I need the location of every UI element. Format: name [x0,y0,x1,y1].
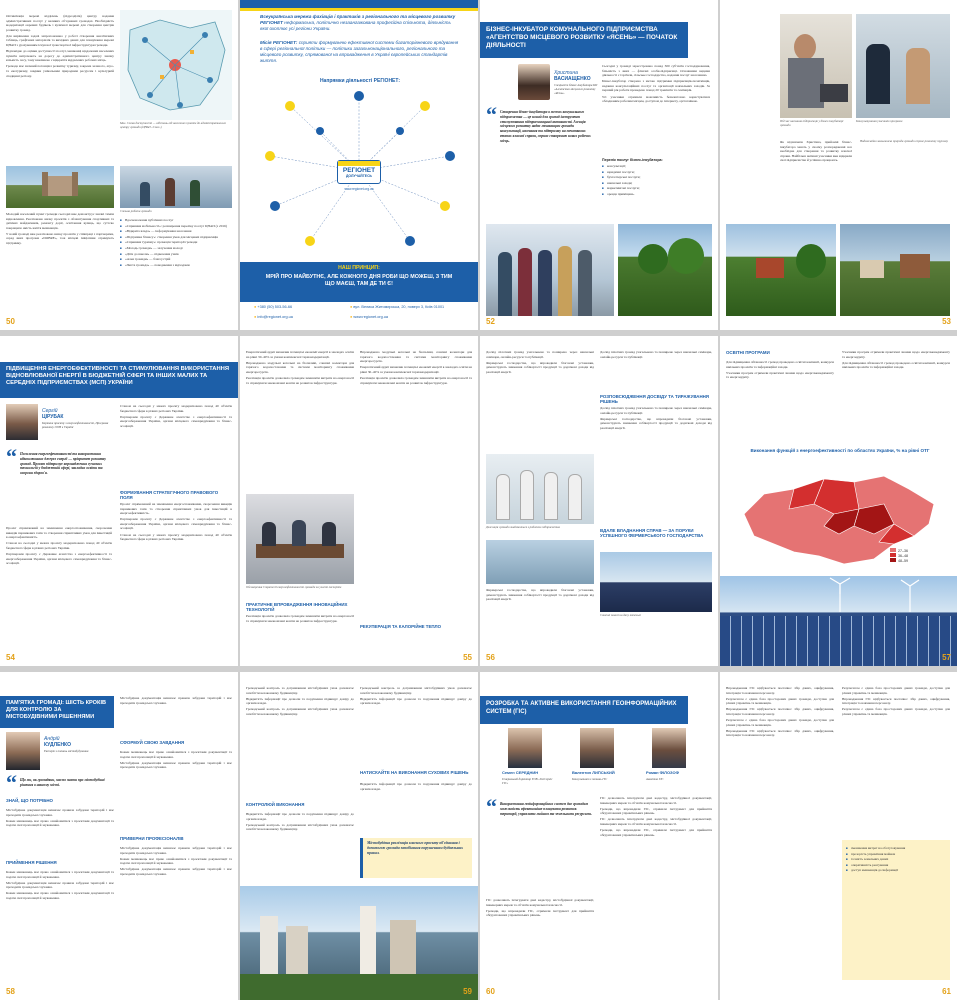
paragraph: Станом на сьогодні у межах проєкту модернізовано понад 40 об'єктів бюджетної сфери в різних регіонах України. [120,532,232,542]
photo-caption: Спільна робота громади [120,209,152,213]
map-caption: Мал. Схема доступності — відстань від населених пунктів до адміністративного центру громади (ЦНАП «Спас») [120,121,227,129]
page-number: 50 [6,317,15,326]
solar-roof-photo [600,552,712,612]
paragraph: Досвід пілотних громад узагальнено та поширено через навчальні семінари, онлайн-ресурси та публікації. [600,406,712,415]
city-photo [240,886,478,1000]
paragraph: Для підвищення обізнаності громад проведено освітні кампанії, конкурси шкільних проєктів та інформаційні заходи. [842,360,950,370]
pull-quote: Створення бізнес-інкубатора в межах комунального підприємства — це новий для громад інструмент стимулювання підприємницької активності. Агенція місцевого розвитку надає мешканцям громади консультації, навчання та підтримку на початкових етапах власної справи, сприяє створенню нових робочих місць. [500,110,591,143]
mail-icon: ● [254,315,257,319]
paragraph: Фермерські господарства, що впровадили біогазові установки, демонструють зниження собівартості продукції та додаткові доходи від реалізації енергії. [600,416,712,430]
paragraph: Громади, що впровадили ГІС, отримали інструмент для прийняття обґрунтованих управлінських рішень. [600,828,712,837]
pull-quote: Посилення енергоефективності та використання відновлюваних джерел енергії — пріоритет розвитку громад. Проєкт підтримує впровадження сучасних технологій у бюджетній сфері, закладах освіти та охорони здоров'я. [20,452,106,476]
page-number: 58 [6,987,15,996]
globe-icon: ● [350,315,353,319]
page-number: 61 [942,987,951,996]
page-56 [480,336,718,666]
paragraph: Для підвищення обізнаності громад проведено освітні кампанії, конкурси шкільних проєктів та інформаційні заходи. [726,360,834,369]
body-text-5 [120,846,232,982]
paragraph: Відкритість інформації про дозволи та порушення підвищує довіру до органів влади. [360,696,472,706]
paragraph: Громади, що впровадили ГІС, отримали інструмент для прийняття обґрунтованих управлінських рішень. [486,908,594,918]
article-title: БІЗНЕС-ІНКУБАТОР КОМУНАЛЬНОГО ПІДПРИЄМСТВА «АГЕНТСТВО МІСЦЕВОГО РОЗВИТКУ «ЯСЕНЬ» — ПОЧАТОК ДІЯЛЬНОСТІ [480,22,688,58]
list-item: ■ навчальні заходи; [602,181,710,186]
paragraph: Громадський контроль за дотриманням містобудівних умов допомагає запобігти незаконному будівництву. [246,686,354,695]
paragraph: Партнерами проєкту є Державне агентство з енергоефективності та енергозбереження України, органи місцевого самоврядування та бізнес-асоціації. [120,517,232,531]
intro-rest: неформальна, політично незаангажована професійна спільнота, діяльність якої охоплює усі регіони України. [260,20,451,31]
quote-mark-icon: “ [6,770,17,795]
article-title: ПАМ'ЯТКА ГРОМАДІ: ШІСТЬ КРОКІВ ДЛЯ КОНТРОЛЮ ЗА МІСТОБУДІВНИМИ РІШЕННЯМИ [0,696,114,728]
mission-lead: Місія РЕГІОНЕТ: [260,40,298,45]
subhead-2: ВДАЛЕ ВЛАДНАННЯ СПРАВ — ЗА ПОРУКИ УСПІШНОГО ФЕРМЕРСЬКОГО ГОСПОДАРСТВА [600,528,704,538]
page-number: 53 [942,317,951,326]
list-item: ■ «Діти до школи» — підвезення учнів [120,252,232,257]
page-55 [240,336,478,666]
legend-swatch [890,553,896,557]
logo-word: РЕГІОНЕТ [342,167,376,174]
paragraph: Енергетичний аудит визначив потенціал економії енергії в закладах освіти на рівні 30–40% за умови комплексної термомодернізації. [360,365,472,374]
mission-rest: сприяти формуванню ефективної системи багаторівневого врядування в сфері регіональної політики — політики загальнонаціонального, регіонального та місцевого розвитку, спрямованої на впровадження в Україні європейських стандартів життя. [260,40,459,63]
subhead-1: ПРАКТИЧНЕ ВПРОВАДЖЕННЯ ІННОВАЦІЙНИХ ТЕХНОЛОГІЙ [246,602,348,612]
paragraph: Кожен мешканець має право ознайомитися з проєктами документації та подати свої пропозиції й зауваження. [120,856,232,866]
paragraph: Відповідно до оцінки доступності послуг, мешканці віддалених населених пунктів витрачають на дорогу до адміністративного центру значну кількість часу, тому важливою є відкриття віддалених робочих місць. [6,49,114,63]
paragraph: Впроваджено модульні котельні на біопаливі, сонячні колектори для гарячого водопостачання та системи моніторингу споживання енергоресурсів. [246,360,354,374]
paragraph: Досвід пілотних громад узагальнено та поширено через навчальні семінари, онлайн-ресурси та публікації. [486,350,594,359]
body-text [726,686,834,986]
author-photo [518,64,550,100]
mission-paragraph [260,40,460,64]
paragraph: Кожен мешканець має право ознайомитися з проєктами документації та подати свої пропозиції й зауваження. [6,870,114,879]
top-stripe [240,0,478,8]
paragraph: Кожен мешканець має право ознайомитися з проєктами документації та подати свої пропозиції й зауваження. [6,891,114,900]
meeting-photo [246,494,354,584]
principle-title: НАШ ПРИНЦИП: [338,265,380,271]
paragraph: Відкритість інформації про дозволи та порушення підвищує довіру до органів влади. [360,782,472,791]
group-photo [486,224,614,316]
body-text [6,526,112,652]
landscape-photo [618,224,712,316]
body-text-2 [120,404,232,484]
paragraph: Громади, що впровадили ГІС, отримали інструмент для прийняття обґрунтованих управлінських рішень. [600,806,712,816]
benefits-list [846,846,946,874]
pull-quote: Використання геоінформаційних систем дає громадам можливість ефективніше планувати розвиток території, управляти майном та земельними ресурсами. [500,802,592,816]
article-title: РОЗРОБКА ТА АКТИВНЕ ВИКОРИСТАННЯ ГЕОІНФОРМАЦІЙНИХ СИСТЕМ (ГІС) [480,696,688,724]
body-text-2 [600,796,712,986]
paragraph: Сьогодні у громаді зареєстровано понад 300 суб'єктів господарювання, більшість з яких — фізичні особи-підприємці. Основними видами діяльності є торгівля, сільське господарство, надання послуг населенню. [602,64,710,78]
list-item: ■ «Сприяння мобільності»: розширення переліку послуг ЦНАП (з 2016) [120,224,232,229]
email-text: info@regionet.org.ua [257,315,293,319]
list-item: ■ доступ мешканців до інформації [846,868,946,873]
body-text-2 [6,870,114,982]
author-role: Експерт з питань містобудування [44,749,89,753]
page-58 [0,672,238,1000]
list-item: ■ оренда приміщень. [602,192,710,197]
list-item: ■ зменшення витрат на обслуговування [846,846,946,851]
phone-text: +380 (50) 503-56-66 [257,305,293,309]
regionet-logo [337,160,381,184]
paragraph: Станом на сьогодні у межах проєкту модернізовано понад 40 об'єктів бюджетної сфери в різних регіонах України. [6,541,112,550]
list-item: ■ точність земельних даних [846,857,946,862]
logo-tagline: ДОЛУЧАЙТЕСЬ [346,174,372,178]
subhead-2: РЕКУПЕРАЦІЯ ТА КАЛОРІЙНЕ ТЕПЛО [360,624,442,629]
paragraph: Результатом є єдина база просторових даних громади, доступна для різних управлінь та мешканців. [842,686,950,695]
paragraph: Оптимізація мережі відділень (підрозділів) центру надання адміністративних послуг у великих об'єднаних громадах. Необхідність модернізації окремих будівель і вуличної мережі для створення центрів розвитку громад. [6,14,114,32]
legend-item [890,558,908,563]
body-text-2 [246,812,354,882]
body-text: Як відзначила Христина, прийомні бізнес-інкубатора мають у своєму розпорядженні все необхідне для створення та розвитку власної справи. Найбільш активні учасники вже відкрили свої підприємства й успішно працюють. [780,140,852,163]
page-number: 54 [6,653,15,662]
paragraph: Досвід пілотних громад узагальнено та поширено через навчальні семінари, онлайн-ресурси та публікації. [600,350,712,359]
legend-label: 27–36 [898,549,908,553]
paragraph: У новій громаді вже реалізовано низку проєктів у співпраці з партнерами, серед яких програма «DOBRE», тож місцеві ініціативи отримують підтримку. [6,231,114,246]
body-text-3 [120,696,232,736]
page-number: 59 [463,987,472,996]
subhead: ФОРМУВАННЯ СТРАТЕГІЧНОГО ПРАВОВОГО ПОЛЯ [120,490,219,500]
body-text [486,350,594,450]
author-name [42,408,112,420]
subhead-1: ЗНАЙ, ЩО ПОТРІБНО [6,798,53,803]
principle-band [240,262,478,302]
caption-1: Під час навчання підприємців у бізнес-інкубаторі громади [780,119,844,127]
group-photo [486,540,594,584]
contact-address [350,305,444,309]
list-item: ■ «Підтримка бізнесу»: створення умов для місцевих підприємців [120,235,232,240]
paragraph: Результатом є єдина база просторових даних громади, доступна для різних управлінь та мешканців. [842,707,950,716]
article-title: ПІДВИЩЕННЯ ЕНЕРГОЕФЕКТИВНОСТІ ТА СТИМУЛЮВАННЯ ВИКОРИСТАННЯ ВІДНОВЛЮВАНОЇ ЕНЕРГІЇ В БЮДЖЕТНІЙ СФЕРІ ТА ІНШИХ МАЛИХ ТА СЕРЕДНІХ ПІДПРИЄМСТВАХ (МСП) УКРАЇНИ [0,362,238,398]
page-59 [240,672,478,1000]
author-photo [6,404,38,440]
person-role-1: Генеральний директор ТОВ «ГеоСервіс ГІС» [502,777,553,785]
person-name-3: Роман ФІЛОЗОФ [646,770,680,775]
bullet-box [842,840,950,980]
paragraph: Молодий населений пункт громади сьогодні вже демонструє значні темпи відновлення. Реалізовано низку проєктів з облаштування спортивних та дитячих майданчиків, ремонту доріг, освітлення вулиць, що суттєво покращило якість життя мешканців. [6,212,114,230]
castle-photo [6,166,114,208]
paragraph: Кожен мешканець має право ознайомитися з проєктами документації та подати свої пропозиції й зауваження. [120,750,232,759]
paragraph: Проєкт спрямований на зменшення енергоспоживання, скорочення викидів парникових газів та створення сприятливих умов для інвестицій в енергоефективність. [120,502,232,516]
subhead-2: НАТИСКАЙТЕ НА ВИКОНАННЯ СУХОВИХ РІШЕНЬ [360,770,469,775]
photo-caption-2: Сонячні панелі на даху котельні [600,613,641,617]
directions-title: Напрямки діяльності РЕГІОНЕТ: [319,78,401,84]
body-text-2 [6,212,114,317]
paragraph: Містобудівна документація визначає правила забудови територій і має проходити громадські слухання. [6,880,114,890]
callout-text: Містобудівна реалізація власного проєкту об'єднання і допомогою громади запобігання порушенням будівельних правил. [367,841,464,855]
paragraph: Відкритість інформації про дозволи та порушення підвищує довіру до органів влади. [246,812,354,821]
paragraph: Громадський контроль за дотриманням містобудівних умов допомагає запобігти незаконному будівництву. [360,686,472,695]
quote-mark-icon: “ [486,794,497,819]
body-text-3 [120,502,232,652]
page-57 [720,336,957,666]
paragraph: Бізнес-інкубатор створено з метою підтримки підприємців-початківців, надання консультаційних послуг та організації навчальних заходів. За перший рік роботи проведено понад 20 тренінгів та семінарів. [602,79,710,93]
caption-2: Консультування учасників програми [856,119,903,123]
quote-mark-icon: “ [486,102,497,127]
paragraph: Учасники програм отримали практичні знання щодо енергоменеджменту та енергоаудиту. [842,350,950,359]
list-item: ■ «Сприяння туризму»: промоція території громади [120,240,232,245]
legend-swatch [890,548,896,552]
subhead-3: СФОРМУЙ СВОЮ ЗАВДАННЯ [120,740,185,745]
body-text-3 [360,350,472,620]
page-number: 60 [486,987,495,996]
legend-label: 48–59 [898,559,908,563]
paragraph: Станом на сьогодні у межах проєкту модернізовано понад 40 об'єктів бюджетної сфери в різних регіонах України. [120,404,232,413]
services-title: Перелік послуг бізнес-інкубатора: [602,158,663,162]
subhead-4: ПРИВЕРНИ ПРОФЕСІОНАЛІВ [120,836,184,841]
paragraph: ГІС дозволяють інтегрувати дані кадастру, містобудівної документації, інженерних мереж та об'єктів комунальної власності. [600,796,712,805]
person-role-2: Консультант з питань ГІС [572,777,608,781]
paragraph: Впровадження ГІС відбувається поетапно: збір даних, оцифрування, інтеграція та навчання персоналу. [726,686,834,695]
subhead-1: КОНТРОЛЮЙ ВИКОНАННЯ [246,802,305,807]
intro-lead: Всеукраїнська мережа фахівців і практиків з регіонального та місцевого розвитку РЕГІОНЕТ [260,14,456,25]
people-photo [120,166,232,208]
person-photo-3 [652,728,686,768]
paragraph: Партнерами проєкту є Державне агентство з енергоефективності та енергозбереження України, органи місцевого самоврядування та бізнес-асоціації. [120,414,232,428]
list-item: ■ «Молодь громади» — залучення молоді [120,246,232,251]
contact-email[interactable] [254,315,293,319]
pin-icon: ● [350,305,353,309]
person-name-2: Валентин ЛИПСЬКИЙ [572,770,615,775]
paragraph: Впроваджено модульні котельні на біопаливі, сонячні колектори для гарячого водопостачання та системи моніторингу споживання енергоресурсів. [360,350,472,364]
list-item: ■ «Алея громади» — благоустрій [120,257,232,262]
list-item: ■ оперативність реагування [846,863,946,868]
person-photo-1 [508,728,542,768]
list-item: ■ юридичні послуги; [602,170,710,175]
map-legend [890,548,908,563]
author-first: Христина [554,70,578,76]
list-item: ■ «Чиста громада» — поводження з відходами [120,263,232,268]
paragraph: Впровадження ГІС відбувається поетапно: збір даних, оцифрування, інтеграція та навчання персоналу. [726,728,834,738]
page-60 [480,672,718,1000]
list-item: ■ бухгалтерські послуги; [602,175,710,180]
author-first: Андрій [44,736,60,742]
paragraph: Громадський контроль за дотриманням містобудівних умов допомагає запобігти незаконному будівництву. [246,707,354,716]
page-61 [720,672,957,1000]
author-last: ЦІРУБАК [42,414,64,420]
wind-solar-photo [720,576,957,666]
paragraph: Містобудівна документація визначає правила забудови територій і має проходити громадські слухання. [120,696,232,705]
body-text-2 [842,686,950,836]
body-text-4 [360,782,472,834]
body-text-3 [360,686,472,766]
ukraine-map [734,464,944,574]
paragraph: Учасники програм отримали практичні знання щодо енергоменеджменту та енергоаудиту. [726,370,834,380]
photo-caption: Обговорення Стратегії енергоефективності громади за участі експертів [246,585,342,589]
paragraph: Відкритість інформації про дозволи та порушення підвищує довіру до органів влади. [246,696,354,706]
chart-title: Виконання функцій з енергоефективності по областях України, % на рівні ОТГ [750,448,930,453]
body-text-4 [120,750,232,832]
training-photo [780,14,852,118]
paragraph: Фермерські господарства, що впровадили біогазові установки, демонструють зниження собівартості продукції та додаткові доходи від реалізації енергії. [486,588,594,602]
page-number: 55 [463,653,472,662]
body-text-2 [246,614,354,654]
contact-site[interactable] [350,315,388,319]
page-51 [240,0,478,330]
photo-caption: Делегація громади знайомиться з роботою підприємства [486,525,560,529]
paragraph: Енергетичний аудит визначив потенціал економії енергії в закладах освіти на рівні 30–40% за умови комплексної термомодернізації. [246,350,354,359]
author-name [44,736,114,748]
author-role: Керівник проєкту з енергоефективності, Програма розвитку ООН в Україні [42,421,109,429]
author-name [554,70,598,82]
paragraph: ГІС дозволяють інтегрувати дані кадастру, містобудівної документації, інженерних мереж та об'єктів комунальної власності. [486,898,594,907]
paragraph: Результатом є єдина база просторових даних громади, доступна для різних управлінь та мешканців. [726,718,834,727]
logo-url: www.regionet.org.ua [344,187,374,191]
body-text [246,686,354,798]
legend-swatch [890,558,896,562]
person-role-3: Аналітик ГІС [646,777,664,781]
paragraph: Результатом є єдина база просторових даних громади, доступна для різних управлінь та мешканців. [726,696,834,706]
contact-phone[interactable] [254,305,292,309]
body-text [602,64,710,154]
yellow-stripe [240,8,478,11]
subhead-1: РОЗПОВСЮДЖЕННЯ ДОСВІДУ ТА ТИРАЖУВАННЯ РІШЕНЬ [600,394,709,404]
paragraph: Партнерами проєкту є Державне агентство з енергоефективності та енергозбереження України, органи місцевого самоврядування та бізнес-асоціації. [6,551,112,566]
paragraph: Громада має значний потенціал розвитку туризму, зокрема зеленого, агро- та екотуризму, завдяки унікальним природним ресурсам і культурній спадщині регіону. [6,64,114,78]
tick-list [120,218,232,268]
factory-photo [486,454,594,524]
consulting-photo [856,14,950,118]
paragraph: Для вирішення задачі запропоновано у роботі створення аналітичних таблиць, графічних матеріалів та вихідних даних для планування мережі ЦНАП з урахуванням існуючої транспортної інфраструктури громади. [6,33,114,48]
body-text-4 [600,406,712,526]
page-number: 57 [942,653,951,662]
page-number: 52 [486,317,495,326]
list-item: ■ консультації; [602,164,710,169]
author-first: Сергій [42,408,58,414]
author-last: ВАСИАЩЕНКО [554,76,591,82]
paragraph: Містобудівна документація визначає правила забудови територій і має проходити громадські слухання. [120,867,232,876]
callout-box [360,838,472,878]
paragraph: Містобудівна документація визначає правила забудови територій і має проходити громадські слухання. [120,846,232,855]
body-text [726,360,834,440]
principle-text: МРІЙ ПРО МАЙБУТНЄ, АЛЕ КОЖНОГО ДНЯ РОБИ ЩО МОЖЕШ, З ТИМ ЩО МАЄШ, ТАМ ДЕ ТИ Є! [265,274,453,287]
paragraph: Реалізація проєктів дозволила громадам зменшити витрати на енергоносії та спрямувати зекономлені кошти на розвиток інфраструктури. [246,375,354,385]
body-text-2 [486,588,594,654]
paragraph: Впровадження ГІС відбувається поетапно: збір даних, оцифрування, інтеграція та навчання персоналу. [842,696,950,706]
intro-paragraph [260,14,460,32]
page-53 [720,0,957,330]
legend-label: 36–48 [898,554,908,558]
body-text-2 [842,350,950,430]
paragraph: Містобудівна документація визначає правила забудови територій і має проходити громадські слухання. [120,760,232,770]
person-name-1: Семен СЕРЕДНИН [502,770,539,775]
pull-quote: Що ми, як громадяни, маємо знати про містобудівні рішення в нашому місті. [20,778,105,787]
page-50 [0,0,238,330]
paragraph: Проєкт спрямований на зменшення енергоспоживання, скорочення викидів парникових газів та створення сприятливих умов для інвестицій в енергоефективність. [6,526,112,540]
author-last: КУДЛЕНКО [44,742,71,748]
paragraph: Містобудівна документація визначає правила забудови територій і має проходити громадські слухання. [6,808,114,817]
body-text-3 [600,350,712,390]
solar-panels [720,616,957,666]
body-text [6,808,114,858]
site-text: www.regionet.org.ua [353,315,388,319]
subhead: ОСВІТНІ ПРОГРАМИ [726,350,770,355]
body-text [6,14,114,164]
paragraph: Усі учасники отримали можливість безкоштовно користуватися обладнаним робочим місцем, доступом до інтернету, оргтехнікою. [602,94,710,104]
body-text [246,350,354,490]
list-item: ■ прозорість управління майном [846,852,946,857]
paragraph: Впровадження ГІС відбувається поетапно: збір даних, оцифрування, інтеграція та навчання персоналу. [726,707,834,716]
paragraph: Громадський контроль за дотриманням містобудівних умов допомагає запобігти незаконному будівництву. [246,822,354,832]
author-role: Спеціаліст бізнес-інкубатора КП «Агентство місцевого розвитку «Ясень» [554,83,598,95]
accessibility-map [120,10,232,120]
paragraph: Реалізація проєктів дозволила громадам зменшити витрати на енергоносії та спрямувати зекономлені кошти на розвиток інфраструктури. [246,614,354,623]
paragraph: Фермерські господарства, що впровадили біогазові установки, демонструють зниження собівартості продукції та додаткові доходи від реалізації енергії. [486,360,594,374]
subhead-2: ПРИЙМЕННЯ РІШЕННЯ [6,860,57,865]
quote-mark-icon: “ [6,444,17,469]
page-52 [480,0,718,330]
village-photo [726,224,836,316]
person-photo-2 [580,728,614,768]
list-item: ■ маркетингові послуги; [602,186,710,191]
list-item: ■ Вдосконалення публічних послуг [120,218,232,223]
paragraph: Кожен мешканець має право ознайомитися з проєктами документації та подати свої пропозиції й зауваження. [6,818,114,828]
paragraph: ГІС дозволяють інтегрувати дані кадастру, містобудівної документації, інженерних мереж та об'єктів комунальної власності. [600,817,712,826]
address-text: вул. Велика Житомирська, 20, поверх 3, Київ 01001 [353,305,445,309]
services-list [602,164,710,198]
author-photo [6,732,40,770]
page-number: 56 [486,653,495,662]
phone-icon: ● [254,305,257,309]
list-item: ■ «Відкрита влада» — інформування населення [120,229,232,234]
houses-photo [840,224,950,316]
page-54 [0,336,238,666]
paragraph: Реалізація проєктів дозволила громадам зменшити витрати на енергоносії та спрямувати зекономлені кошти на розвиток інфраструктури. [360,375,472,385]
caption-3: Надзвичайно мальовнича природа громади сприяє розвитку туризму [860,139,948,143]
body-text [486,898,594,986]
logo-bar [338,161,380,166]
